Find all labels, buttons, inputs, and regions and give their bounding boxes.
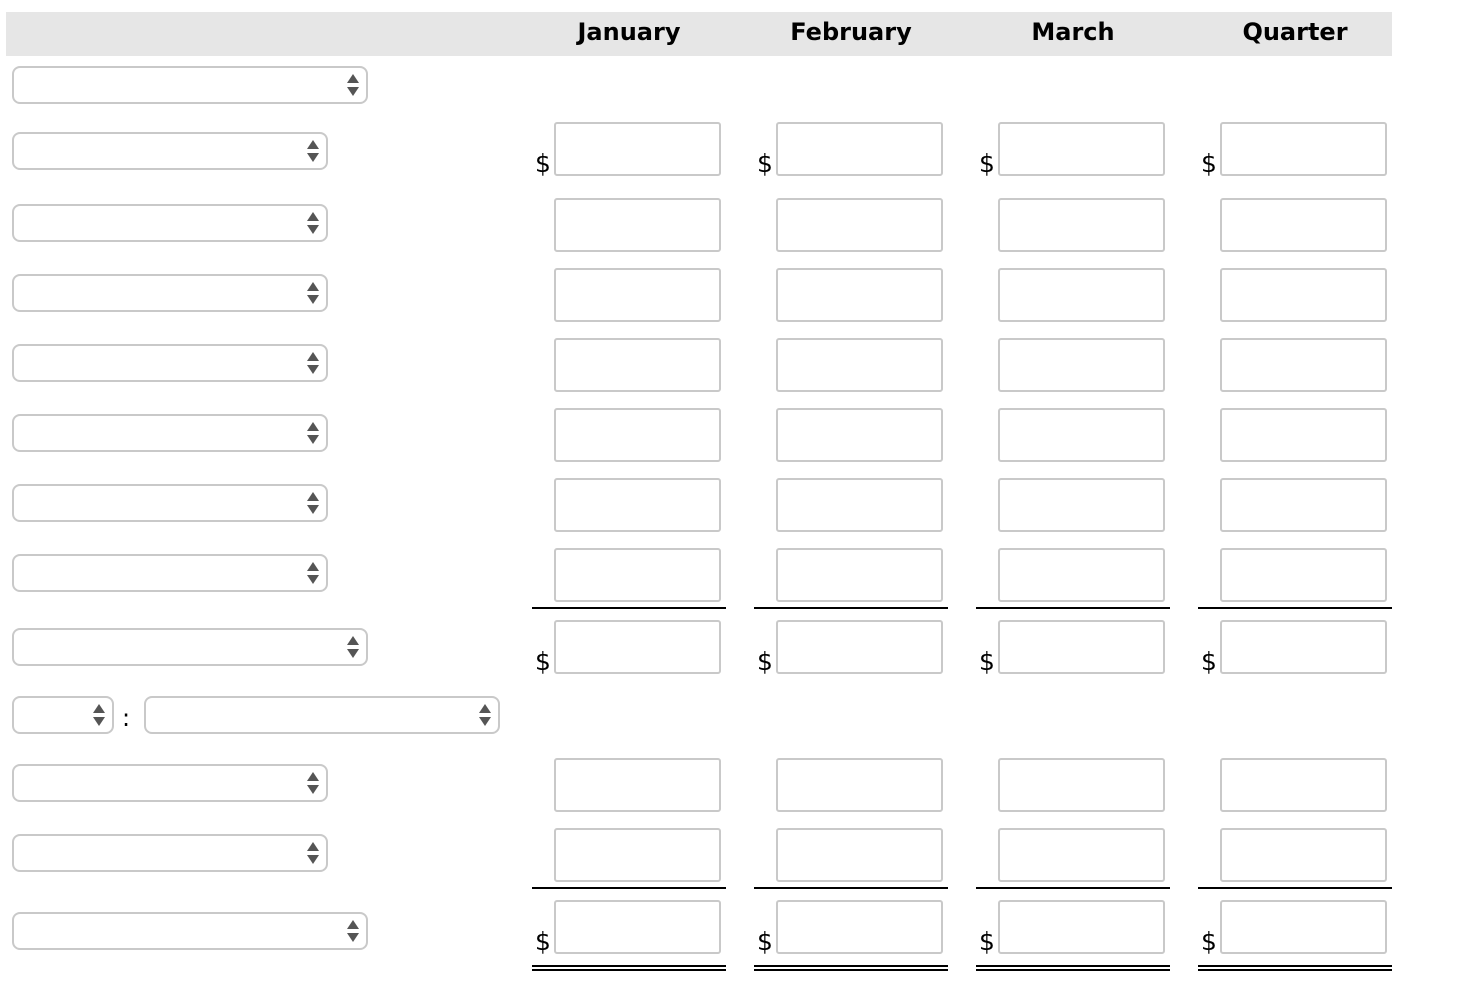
currency-sign: $ — [979, 647, 995, 676]
row-1-label-select[interactable] — [12, 132, 328, 170]
currency-sign: $ — [535, 647, 551, 676]
row-11-january-input[interactable] — [554, 900, 721, 954]
total-double-rule-bottom — [754, 969, 948, 971]
row-6-march-input[interactable] — [998, 478, 1165, 532]
row-3-january-input[interactable] — [554, 268, 721, 322]
subtotal-rule — [1198, 887, 1392, 889]
subtotal-rule — [976, 607, 1170, 609]
subtotal-rule — [754, 887, 948, 889]
top-label-select[interactable] — [12, 66, 368, 104]
row-6-february-input[interactable] — [776, 478, 943, 532]
ratio-left-select[interactable] — [12, 696, 114, 734]
row-8-january-input[interactable] — [554, 620, 721, 674]
total-double-rule-bottom — [1198, 969, 1392, 971]
row-8-quarter-input[interactable] — [1220, 620, 1387, 674]
row-3-march-input[interactable] — [998, 268, 1165, 322]
select-arrows-icon — [347, 73, 359, 97]
row-1-quarter-input[interactable] — [1220, 122, 1387, 176]
row-9-label-select[interactable] — [12, 764, 328, 802]
row-4-march-input[interactable] — [998, 338, 1165, 392]
currency-sign: $ — [979, 927, 995, 956]
row-4-february-input[interactable] — [776, 338, 943, 392]
row-1-march-input[interactable] — [998, 122, 1165, 176]
row-7-quarter-input[interactable] — [1220, 548, 1387, 602]
ratio-separator: : — [122, 704, 131, 732]
row-2-march-input[interactable] — [998, 198, 1165, 252]
row-3-february-input[interactable] — [776, 268, 943, 322]
row-4-label-select[interactable] — [12, 344, 328, 382]
currency-sign: $ — [1201, 647, 1217, 676]
row-5-label-select[interactable] — [12, 414, 328, 452]
row-11-quarter-input[interactable] — [1220, 900, 1387, 954]
total-double-rule-top — [1198, 965, 1392, 967]
row-9-january-input[interactable] — [554, 758, 721, 812]
row-6-january-input[interactable] — [554, 478, 721, 532]
total-double-rule-top — [532, 965, 726, 967]
currency-sign: $ — [757, 927, 773, 956]
row-9-february-input[interactable] — [776, 758, 943, 812]
row-1-january-input[interactable] — [554, 122, 721, 176]
select-arrows-icon — [347, 635, 359, 659]
column-header-february: February — [790, 18, 912, 46]
row-8-march-input[interactable] — [998, 620, 1165, 674]
row-6-label-select[interactable] — [12, 484, 328, 522]
row-7-february-input[interactable] — [776, 548, 943, 602]
currency-sign: $ — [757, 149, 773, 178]
row-10-february-input[interactable] — [776, 828, 943, 882]
row-2-february-input[interactable] — [776, 198, 943, 252]
row-7-march-input[interactable] — [998, 548, 1165, 602]
row-10-january-input[interactable] — [554, 828, 721, 882]
row-9-quarter-input[interactable] — [1220, 758, 1387, 812]
select-arrows-icon — [93, 703, 105, 727]
select-arrows-icon — [347, 919, 359, 943]
select-arrows-icon — [307, 139, 319, 163]
row-7-january-input[interactable] — [554, 548, 721, 602]
row-5-january-input[interactable] — [554, 408, 721, 462]
row-6-quarter-input[interactable] — [1220, 478, 1387, 532]
column-header-quarter: Quarter — [1242, 18, 1348, 46]
select-arrows-icon — [307, 771, 319, 795]
select-arrows-icon — [307, 211, 319, 235]
row-4-january-input[interactable] — [554, 338, 721, 392]
select-arrows-icon — [307, 841, 319, 865]
row-11-label-select[interactable] — [12, 912, 368, 950]
currency-sign: $ — [535, 149, 551, 178]
subtotal-rule — [976, 887, 1170, 889]
row-2-january-input[interactable] — [554, 198, 721, 252]
select-arrows-icon — [307, 281, 319, 305]
row-2-quarter-input[interactable] — [1220, 198, 1387, 252]
total-double-rule-bottom — [532, 969, 726, 971]
currency-sign: $ — [979, 149, 995, 178]
row-11-february-input[interactable] — [776, 900, 943, 954]
row-11-march-input[interactable] — [998, 900, 1165, 954]
subtotal-rule — [754, 607, 948, 609]
total-double-rule-bottom — [976, 969, 1170, 971]
select-arrows-icon — [307, 421, 319, 445]
row-8-label-select[interactable] — [12, 628, 368, 666]
row-5-february-input[interactable] — [776, 408, 943, 462]
subtotal-rule — [532, 607, 726, 609]
row-8-february-input[interactable] — [776, 620, 943, 674]
total-double-rule-top — [754, 965, 948, 967]
total-double-rule-top — [976, 965, 1170, 967]
select-arrows-icon — [307, 561, 319, 585]
row-7-label-select[interactable] — [12, 554, 328, 592]
subtotal-rule — [1198, 607, 1392, 609]
select-arrows-icon — [307, 351, 319, 375]
select-arrows-icon — [479, 703, 491, 727]
row-3-label-select[interactable] — [12, 274, 328, 312]
column-header-january: January — [577, 18, 681, 46]
row-9-march-input[interactable] — [998, 758, 1165, 812]
row-4-quarter-input[interactable] — [1220, 338, 1387, 392]
currency-sign: $ — [757, 647, 773, 676]
table-header — [6, 12, 1392, 56]
row-5-march-input[interactable] — [998, 408, 1165, 462]
row-10-quarter-input[interactable] — [1220, 828, 1387, 882]
subtotal-rule — [532, 887, 726, 889]
select-arrows-icon — [307, 491, 319, 515]
currency-sign: $ — [1201, 927, 1217, 956]
ratio-right-select[interactable] — [144, 696, 500, 734]
row-10-march-input[interactable] — [998, 828, 1165, 882]
currency-sign: $ — [1201, 149, 1217, 178]
currency-sign: $ — [535, 927, 551, 956]
column-header-march: March — [1031, 18, 1115, 46]
row-1-february-input[interactable] — [776, 122, 943, 176]
row-2-label-select[interactable] — [12, 204, 328, 242]
row-10-label-select[interactable] — [12, 834, 328, 872]
row-3-quarter-input[interactable] — [1220, 268, 1387, 322]
row-5-quarter-input[interactable] — [1220, 408, 1387, 462]
